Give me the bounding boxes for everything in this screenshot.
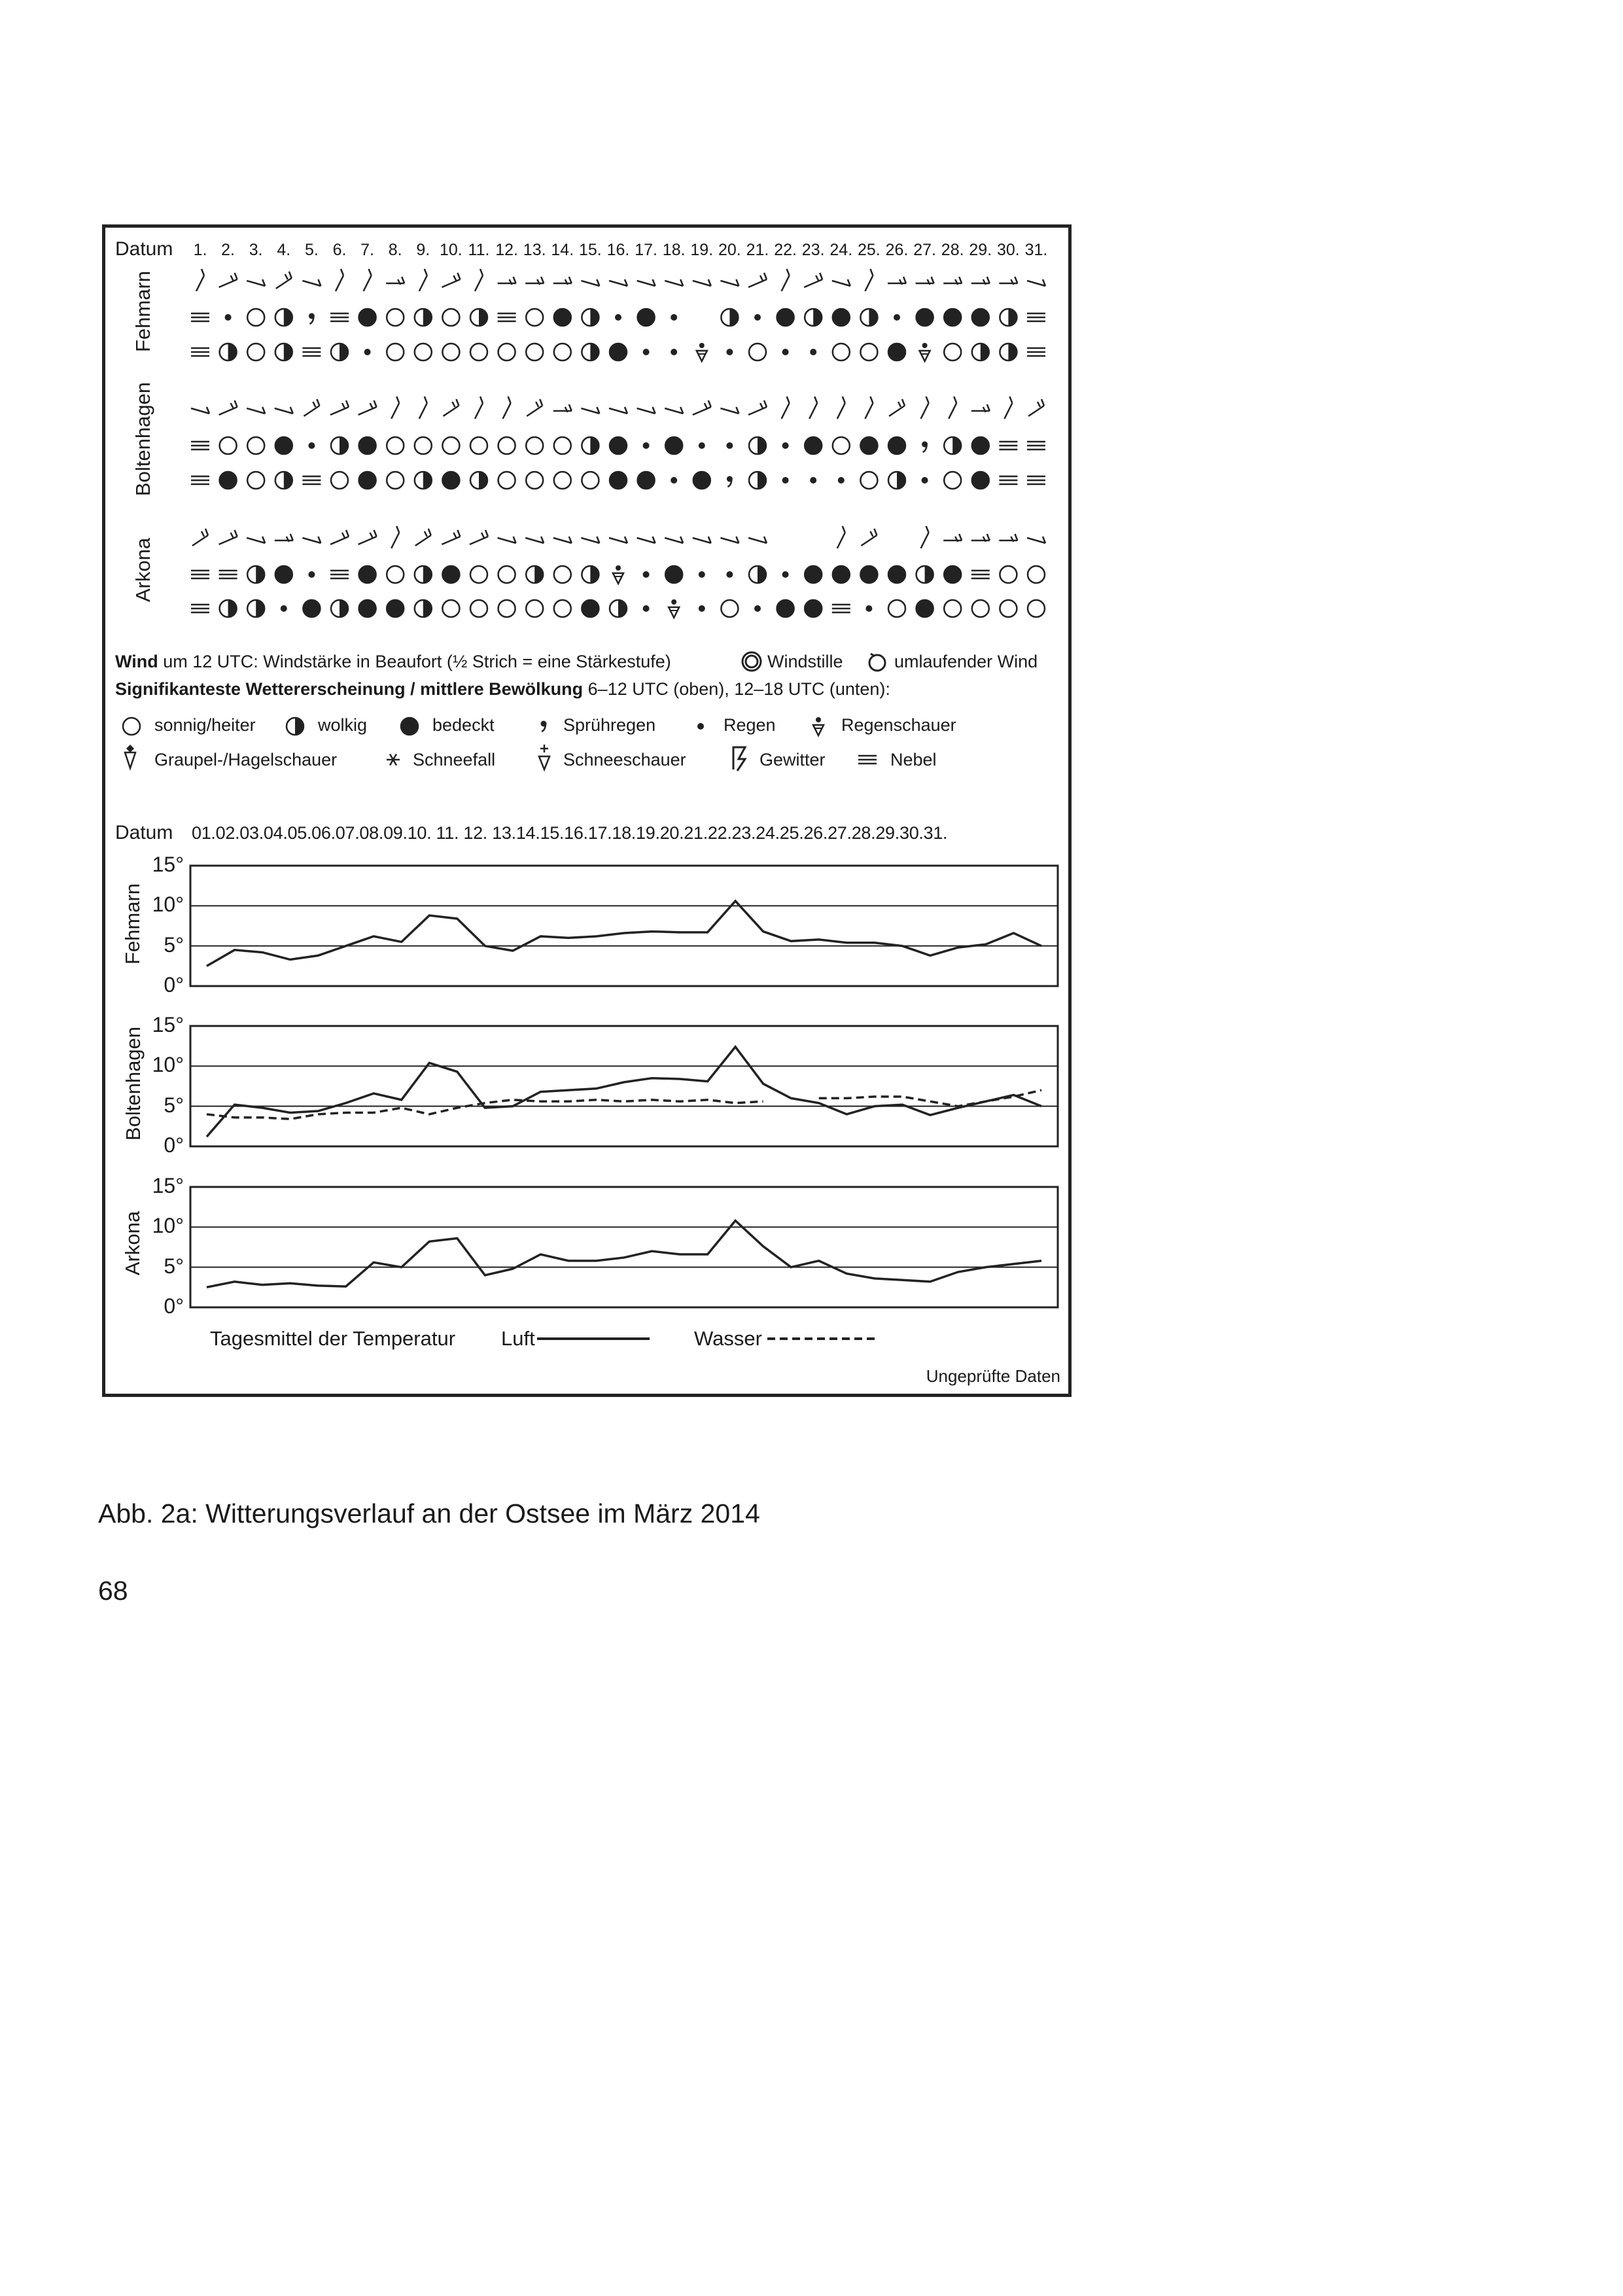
day-label-top: 25. (858, 241, 881, 259)
weather-figure (102, 224, 1072, 1397)
plot-frame (190, 1187, 1058, 1307)
day-label-top: 9. (416, 241, 430, 259)
chart-panel-fehmarn (190, 866, 1058, 986)
legend-item-schneefall: Schneefall (413, 750, 496, 769)
legend-signif-bold: Signifikanteste Wettererscheinung / mittlere Bewölkung (115, 679, 584, 699)
day-label-top: 13. (523, 241, 546, 259)
y-tick-label: 0° (164, 1133, 184, 1157)
y-tick-label: 15° (152, 1174, 184, 1197)
legend-item-nebel: Nebel (890, 750, 937, 769)
day-label-top: 5. (304, 241, 319, 259)
date-header-top: Datum (115, 238, 173, 260)
series-line-luft (207, 1221, 1041, 1288)
station-label-boltenhagen-top: Boltenhagen (131, 381, 154, 497)
day-label-top: 31. (1024, 241, 1048, 259)
figure-caption: Abb. 2a: Witterungsverlauf an der Ostsee im März 2014 (98, 1498, 760, 1528)
y-tick-label: 15° (152, 853, 184, 876)
day-label-top: 8. (388, 241, 402, 259)
y-tick-label: 5° (164, 1093, 184, 1117)
bottom-legend-label: Tagesmittel der Temperatur (210, 1327, 456, 1350)
legend-signif-text: 6–12 UTC (oben), 12–18 UTC (unten): (583, 679, 890, 699)
day-label-top: 19. (690, 241, 714, 259)
day-label-top: 16. (606, 241, 630, 259)
y-tick-label: 0° (164, 973, 184, 997)
day-label-top: 2. (221, 241, 236, 259)
day-label-top: 29. (969, 241, 992, 259)
series-line-luft (207, 901, 1041, 966)
legend-item-spruehregen: Sprühregen (563, 715, 656, 735)
day-label-top: 4. (277, 241, 291, 259)
day-label-top: 22. (774, 241, 797, 259)
days-bottom-row: 01.02.03.04.05.06.07.08.09.10. 11. 12. 13.14.15.16.17.18.19.20.21.22.23.24.25.26.27.28.29.30.31. (192, 823, 948, 843)
day-label-top: 1. (193, 241, 207, 259)
station-label-boltenhagen-chart: Boltenhagen (122, 1026, 145, 1141)
series-line-wasser (819, 1090, 1041, 1106)
day-label-top: 21. (746, 241, 769, 259)
day-label-top: 7. (360, 241, 375, 259)
chart-panel-boltenhagen (190, 1026, 1058, 1146)
day-label-top: 14. (551, 241, 574, 259)
day-label-top: 18. (662, 241, 686, 259)
legend-wind-text: um 12 UTC: Windstärke in Beaufort (½ Strich = eine Stärkestufe) (158, 652, 671, 671)
legend-item-bedeckt: bedeckt (432, 715, 495, 735)
legend-item-regenschauer: Regenschauer (841, 715, 956, 735)
luft-line-sample (537, 1333, 655, 1347)
date-header-bottom: Datum (115, 822, 173, 843)
day-label-top: 24. (829, 241, 853, 259)
y-tick-label: 10° (152, 1214, 184, 1238)
day-label-top: 12. (495, 241, 518, 259)
plot-frame (190, 1026, 1058, 1146)
legend-item-sonnig: sonnig/heiter (154, 715, 256, 735)
station-label-fehmarn-chart: Fehmarn (121, 883, 144, 965)
day-label-top: 28. (941, 241, 964, 259)
legend-item-graupel: Graupel-/Hagelschauer (154, 750, 338, 769)
legend-wind-bold: Wind (115, 652, 158, 671)
day-label-top: 3. (249, 241, 263, 259)
day-label-top: 26. (885, 241, 909, 259)
legend-windstille: Windstille (767, 652, 843, 671)
y-tick-label: 15° (152, 1013, 184, 1036)
legend-item-wolkig: wolkig (318, 715, 368, 735)
bottom-legend-wasser: Wasser (694, 1327, 762, 1350)
day-label-top: 27. (913, 241, 936, 259)
legend-item-gewitter: Gewitter (759, 750, 826, 769)
day-label-top: 11. (468, 241, 490, 259)
y-tick-label: 5° (164, 1254, 184, 1278)
legend-item-regen: Regen (724, 715, 776, 735)
y-tick-label: 0° (164, 1294, 184, 1318)
snowfall-icon (387, 754, 400, 765)
chart-panel-arkona (190, 1187, 1058, 1307)
station-label-arkona-chart: Arkona (121, 1210, 144, 1276)
plot-frame (190, 866, 1058, 986)
series-line-luft (207, 1047, 1041, 1137)
legend-umlaufend: umlaufender Wind (894, 652, 1038, 671)
bottom-legend-luft: Luft (501, 1327, 535, 1350)
station-label-fehmarn-top: Fehmarn (131, 270, 154, 353)
temperature-charts (105, 228, 1068, 751)
y-tick-label: 10° (152, 1053, 184, 1077)
wasser-line-sample (767, 1333, 885, 1347)
day-label-top: 20. (718, 241, 741, 259)
station-label-arkona-top: Arkona (131, 537, 154, 603)
day-label-top: 15. (579, 241, 602, 259)
y-tick-label: 5° (164, 932, 184, 957)
day-label-top: 30. (997, 241, 1020, 259)
day-label-top: 23. (801, 241, 825, 259)
page-number: 68 (98, 1576, 128, 1606)
fog-icon (858, 756, 877, 764)
day-label-top: 10. (440, 241, 462, 259)
series-line-wasser (207, 1100, 763, 1119)
day-label-top: 6. (332, 241, 347, 259)
legend-item-schneeschauer: Schneeschauer (563, 750, 686, 769)
day-label-top: 17. (635, 241, 657, 259)
note-unverified: Ungeprüfte Daten (926, 1366, 1060, 1386)
y-tick-label: 10° (152, 892, 184, 917)
